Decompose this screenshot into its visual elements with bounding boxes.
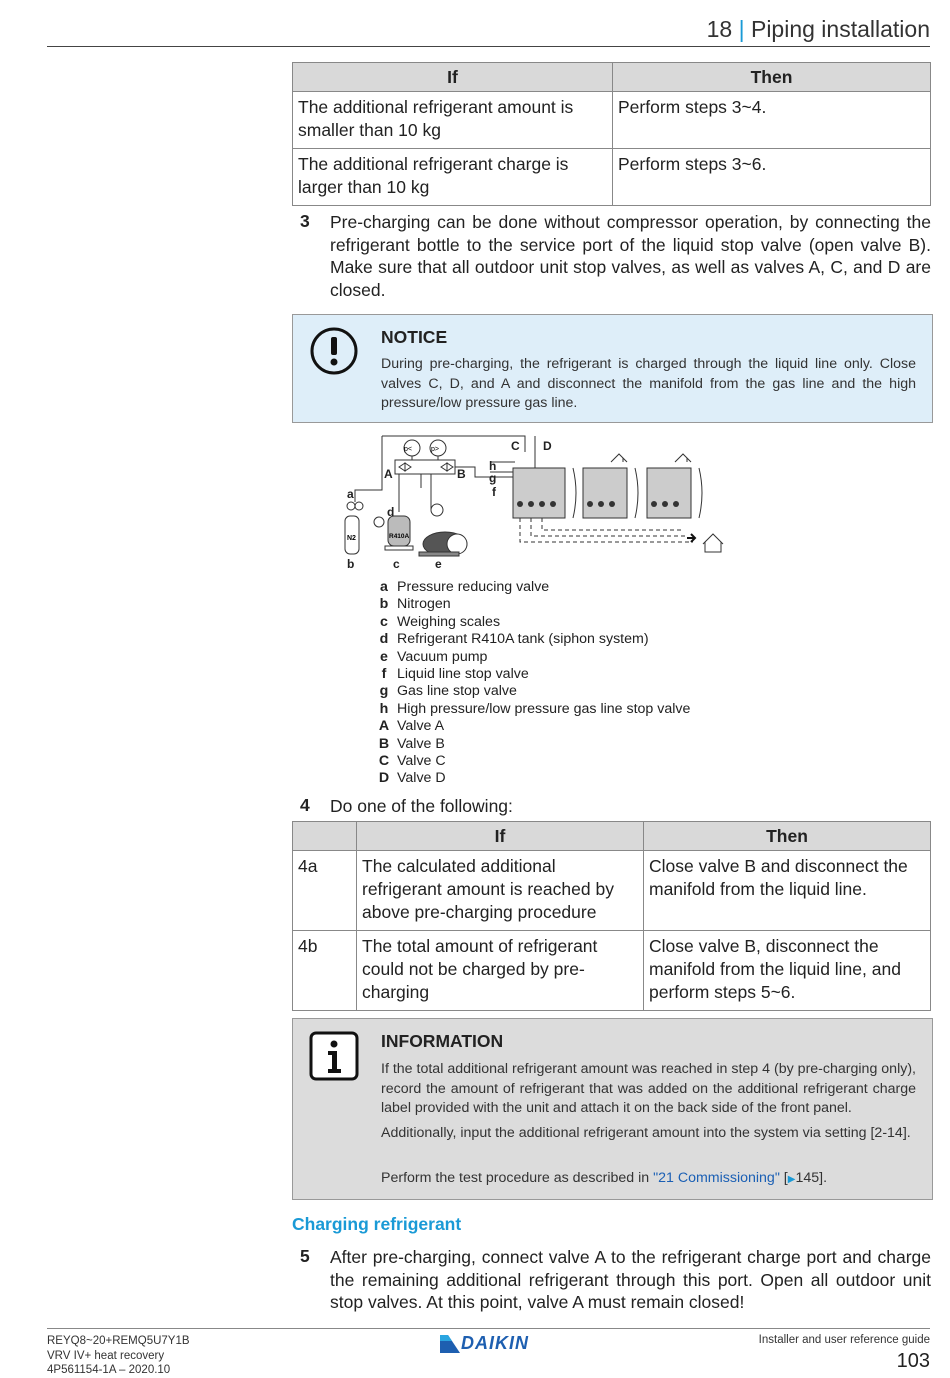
table1-cell: The additional refrigerant amount is smaller than 10 kg <box>293 92 613 149</box>
legend-item <box>374 701 690 718</box>
step-3-text: Pre-charging can be done without compressor operation, by connecting the refrigerant bottle to the service port of the liquid stop valve (open valve B). Make sure that all outdoor unit stop valves, as well as valves A, C, and D are closed. <box>330 212 931 300</box>
vacuum-pump <box>419 504 467 556</box>
table2-cell: The calculated additional refrigerant amount is reached by above pre-charging procedure <box>357 851 644 931</box>
step-4-number: 4 <box>300 795 310 815</box>
diagram-label-e: e <box>435 557 442 571</box>
step-4-text: Do one of the following: <box>330 796 513 816</box>
gauge-high-label: p> <box>431 446 439 453</box>
legend-item <box>374 666 690 683</box>
information-paragraph-1: If the total additional refrigerant amount was reached in step 4 (by pre-charging only), record the amount of refrigerant that was added on the additional refrigerant charge label provided with the unit and attach it on the back side of the front panel. <box>381 1061 916 1116</box>
information-p3-end: ]. <box>819 1170 828 1186</box>
n2-label: N2 <box>347 535 356 542</box>
legend-item <box>374 770 690 787</box>
diagram-label-g: g <box>489 471 497 485</box>
exclamation-icon <box>309 326 359 376</box>
information-paragraph-2: Additionally, input the additional refrigerant amount into the system via setting [2-14]. <box>381 1125 911 1141</box>
table-row <box>293 851 931 931</box>
legend-item <box>374 683 690 700</box>
table2-header-blank <box>293 822 357 851</box>
diagram-label-A: A <box>384 467 393 481</box>
diagram-label-c: c <box>393 557 400 571</box>
legend-text: Valve B <box>397 735 445 752</box>
diagram-label-h: h <box>489 459 497 473</box>
diagram-label-d: d <box>387 505 395 519</box>
diagram-label-f: f <box>492 485 496 499</box>
chapter-number: 18 <box>706 16 733 42</box>
table1-cell: Perform steps 3~4. <box>613 92 931 149</box>
legend-text: Pressure reducing valve <box>397 579 550 595</box>
footer-product: VRV IV+ heat recovery <box>47 1349 165 1362</box>
table2-cell: 4a <box>293 851 357 931</box>
legend-text: Valve D <box>397 770 446 787</box>
legend-key: f <box>381 666 387 683</box>
step-5-number: 5 <box>300 1246 310 1266</box>
diagram-label-C: C <box>511 439 520 453</box>
step-5-text: After pre-charging, connect valve A to the refrigerant charge port and charge the remaining additional refrigerant through this port. Open all outdoor unit stop valves. At this point, valve A must remain closed! <box>330 1247 931 1312</box>
if-then-table-1 <box>292 62 931 206</box>
table2-cell: Close valve B, disconnect the manifold from the liquid line, and perform steps 5~6. <box>644 931 931 1011</box>
notice-title: NOTICE <box>381 327 448 347</box>
legend-key: d <box>379 631 389 648</box>
notice-box <box>292 314 933 423</box>
table2-header-then: Then <box>644 822 931 851</box>
legend-item <box>374 614 690 631</box>
table1-cell: Perform steps 3~6. <box>613 149 931 206</box>
header-rule <box>47 46 930 47</box>
notice-text: During pre-charging, the refrigerant is charged through the liquid line only. Close valves C, D, and A and disconnect the manifold from the gas line and the high pressure/low pressure gas line. <box>381 356 916 411</box>
legend-text: Weighing scales <box>397 613 501 630</box>
legend-item <box>374 579 690 596</box>
legend-text: Nitrogen <box>397 596 451 613</box>
legend-key: e <box>380 648 388 665</box>
footer-guide-title: Installer and user reference guide <box>758 1334 930 1346</box>
legend-text: Valve A <box>397 718 445 735</box>
legend-item <box>374 718 690 735</box>
table-row <box>293 931 931 1011</box>
r410a-label: R410A <box>389 533 410 540</box>
legend-key: B <box>378 735 390 752</box>
pre-charging-diagram <box>335 432 730 574</box>
section-heading: Charging refrigerant <box>292 1214 462 1234</box>
information-p3-bracket: [ <box>779 1170 788 1186</box>
page-ref-arrow-icon: ▶ <box>787 1174 796 1185</box>
legend-text: Vacuum pump <box>397 648 488 665</box>
table1-header-then: Then <box>613 63 931 92</box>
table2-cell: Close valve B and disconnect the manifold from the liquid line. <box>644 851 931 931</box>
header-separator: | <box>738 16 745 42</box>
nitrogen-bottle <box>345 502 363 554</box>
table1-cell: The additional refrigerant charge is larger than 10 kg <box>293 149 613 206</box>
diagram-legend <box>374 579 690 788</box>
information-p3-page: 145 <box>795 1170 820 1186</box>
if-then-table-2 <box>292 821 931 1011</box>
diagram-label-a: a <box>347 487 354 501</box>
daikin-logo-text: DAIKIN <box>461 1333 529 1353</box>
legend-key: C <box>378 753 390 770</box>
legend-item <box>374 631 690 648</box>
legend-key: g <box>379 683 389 700</box>
information-title: INFORMATION <box>381 1031 504 1051</box>
legend-text: Valve C <box>397 753 446 770</box>
legend-item <box>374 649 690 666</box>
arrow-icon <box>687 534 695 542</box>
dashed-piping <box>520 518 693 542</box>
legend-key: b <box>379 596 389 613</box>
legend-key: a <box>380 579 388 595</box>
info-icon <box>309 1031 359 1081</box>
footer-rule <box>47 1328 930 1329</box>
page-header <box>707 16 930 43</box>
diagram-label-B: B <box>457 467 466 481</box>
table-row <box>293 92 931 149</box>
legend-text: High pressure/low pressure gas line stop valve <box>397 700 691 717</box>
legend-key: h <box>379 700 389 717</box>
legend-text: Liquid line stop valve <box>397 666 529 683</box>
diagram-label-D: D <box>543 439 552 453</box>
diagram-label-b: b <box>347 557 355 571</box>
information-box <box>292 1018 933 1200</box>
legend-text: Gas line stop valve <box>397 683 517 700</box>
step-3-number: 3 <box>300 211 310 231</box>
footer-doc: 4P561154-1A – 2020.10 <box>47 1364 171 1376</box>
daikin-logo-mark-icon <box>440 1335 460 1353</box>
legend-text: Refrigerant R410A tank (siphon system) <box>397 631 649 648</box>
information-p3-text: Perform the test procedure as described in <box>381 1170 654 1186</box>
chapter-title: Piping installation <box>750 16 930 42</box>
table2-cell: 4b <box>293 931 357 1011</box>
legend-item <box>374 753 690 770</box>
table2-header-if: If <box>357 822 644 851</box>
commissioning-link[interactable]: "21 Commissioning" <box>653 1170 780 1186</box>
legend-key: A <box>378 718 390 735</box>
legend-key: D <box>378 770 390 787</box>
page-number: 103 <box>896 1350 930 1372</box>
outdoor-units <box>513 468 702 518</box>
table2-cell: The total amount of refrigerant could not be charged by pre-charging <box>357 931 644 1011</box>
table1-header-if: If <box>293 63 613 92</box>
footer-doc-info <box>47 1334 190 1378</box>
footer-model: REYQ8~20+REMQ5U7Y1B <box>47 1335 190 1347</box>
table-row <box>293 149 931 206</box>
legend-key: c <box>380 613 388 630</box>
legend-item <box>374 736 690 753</box>
information-paragraph-3 <box>381 1169 916 1190</box>
gauge-low-label: p< <box>404 446 412 453</box>
daikin-logo <box>440 1333 529 1354</box>
legend-item <box>374 596 690 613</box>
